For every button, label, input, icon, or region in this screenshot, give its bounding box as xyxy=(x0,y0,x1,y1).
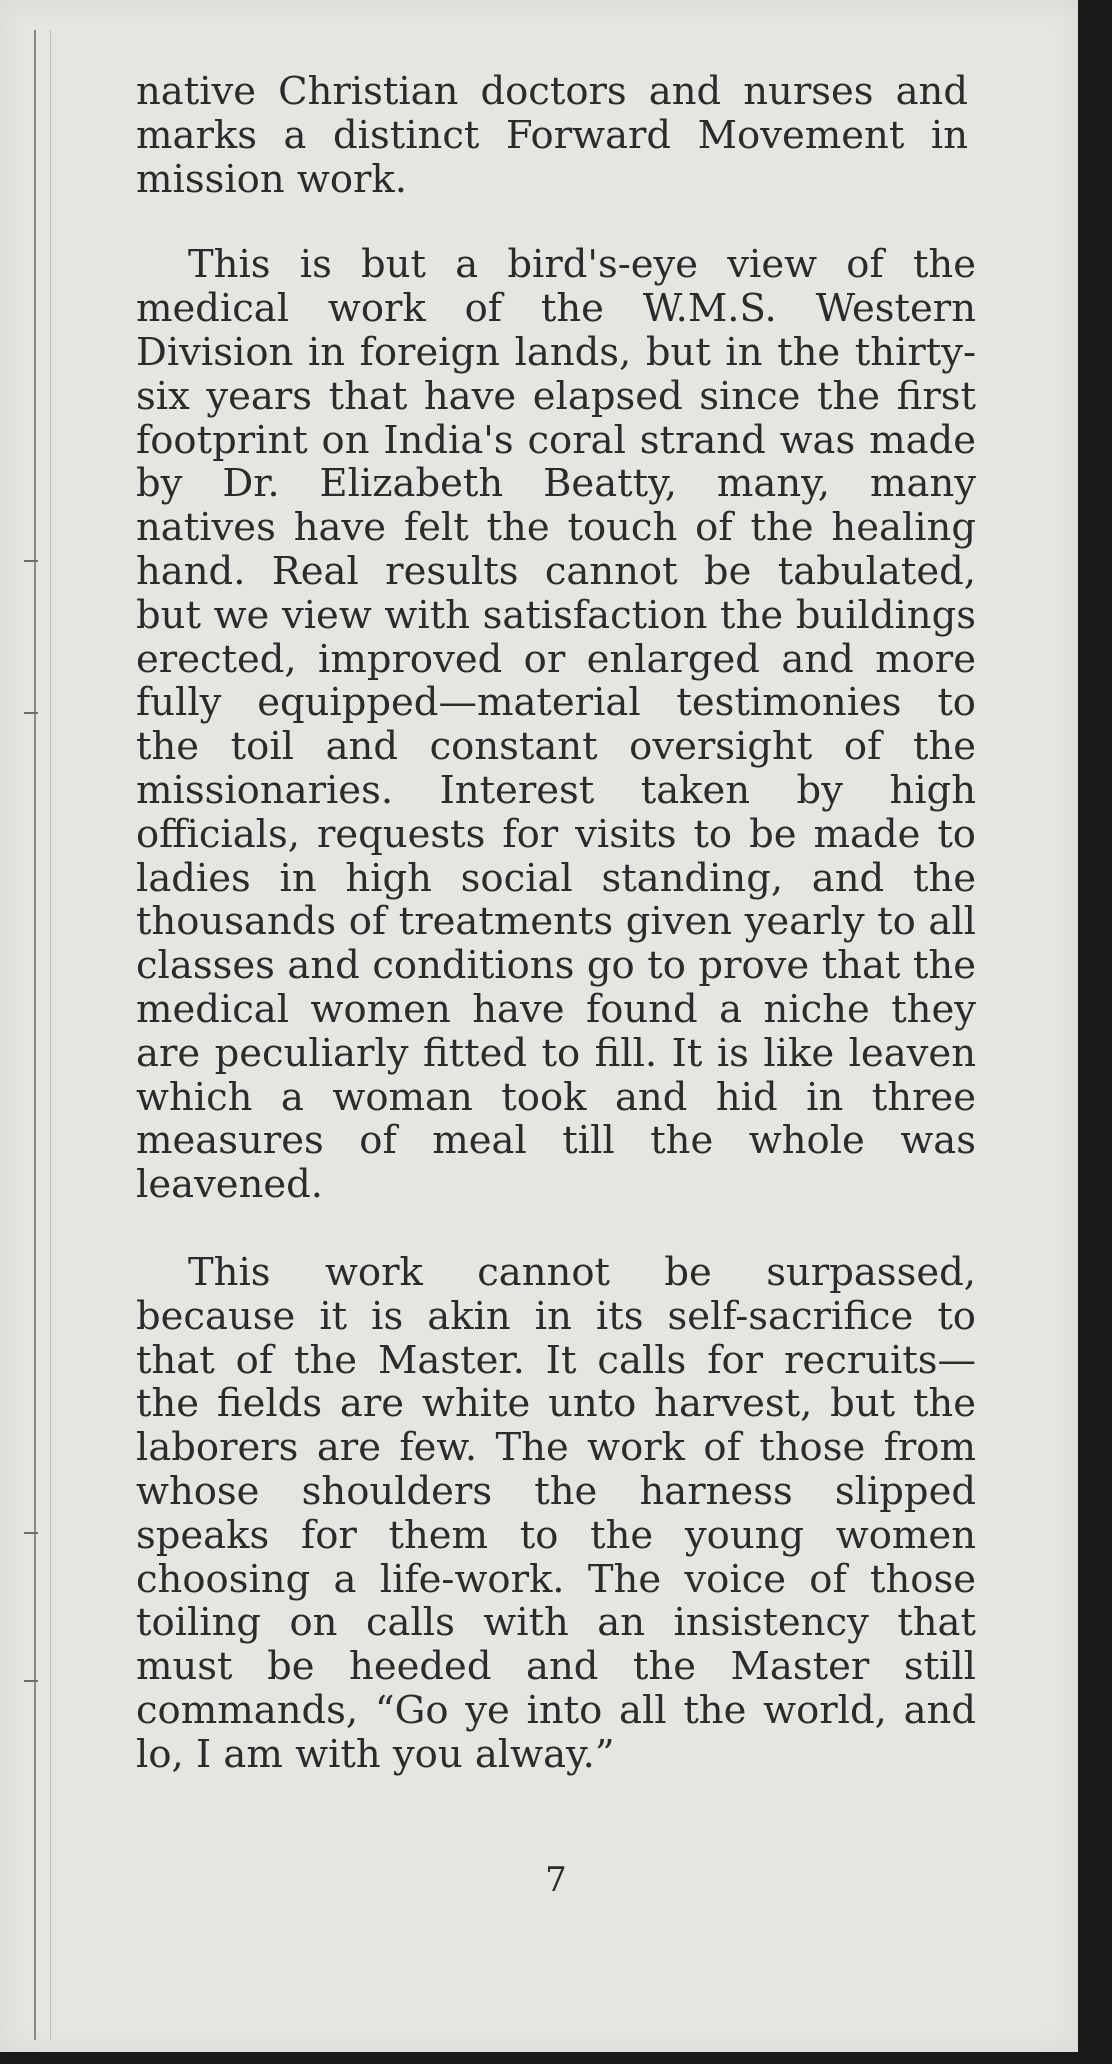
binding-staple xyxy=(24,1680,38,1692)
binding-staple xyxy=(24,560,38,572)
page-number: 7 xyxy=(545,1860,567,1900)
binding-staple xyxy=(24,712,38,724)
binding-staple xyxy=(24,1532,38,1544)
page-binding xyxy=(34,30,51,2040)
body-text xyxy=(136,70,976,1776)
paragraph: This is but a bird's-eye view of the medical work of the W.M.S. Western Division in foreign lands, but in the thirty-six years that have elapsed since the first footprint on India's coral strand was made by Dr. Elizabeth Beatty, many, many natives have felt the touch of the healing hand. Real results cannot be tabulated, but we view with satisfaction the buildings erected, improved or enlarged and more fully equipped—material testimonies to the toil and constant oversight of the missionaries. Interest taken by high officials, requests for visits to be made to ladies in high social standing, and the thousands of treatments given yearly to all classes and conditions go to prove that the medical women have found a niche they are peculiarly fitted to fill. It is like leaven which a woman took and hid in three measures of meal till the whole was leavened. xyxy=(136,242,976,1208)
paragraph-continued: native Christian doctors and nurses and marks a distinct Forward Movement in mission work. xyxy=(136,69,968,202)
paragraph: This work cannot be surpassed, because it is akin in its self-sacrifice to that of the Master. It calls for recruits—the fields are white unto harvest, but the laborers are few. The work of those from whose shoulders the harness slipped speaks for them to the young women choosing a life-work. The voice of those toiling on calls with an insistency that must be heeded and the Master still commands, “Go ye into all the world, and lo, I am with you alway.” xyxy=(136,1249,976,1777)
